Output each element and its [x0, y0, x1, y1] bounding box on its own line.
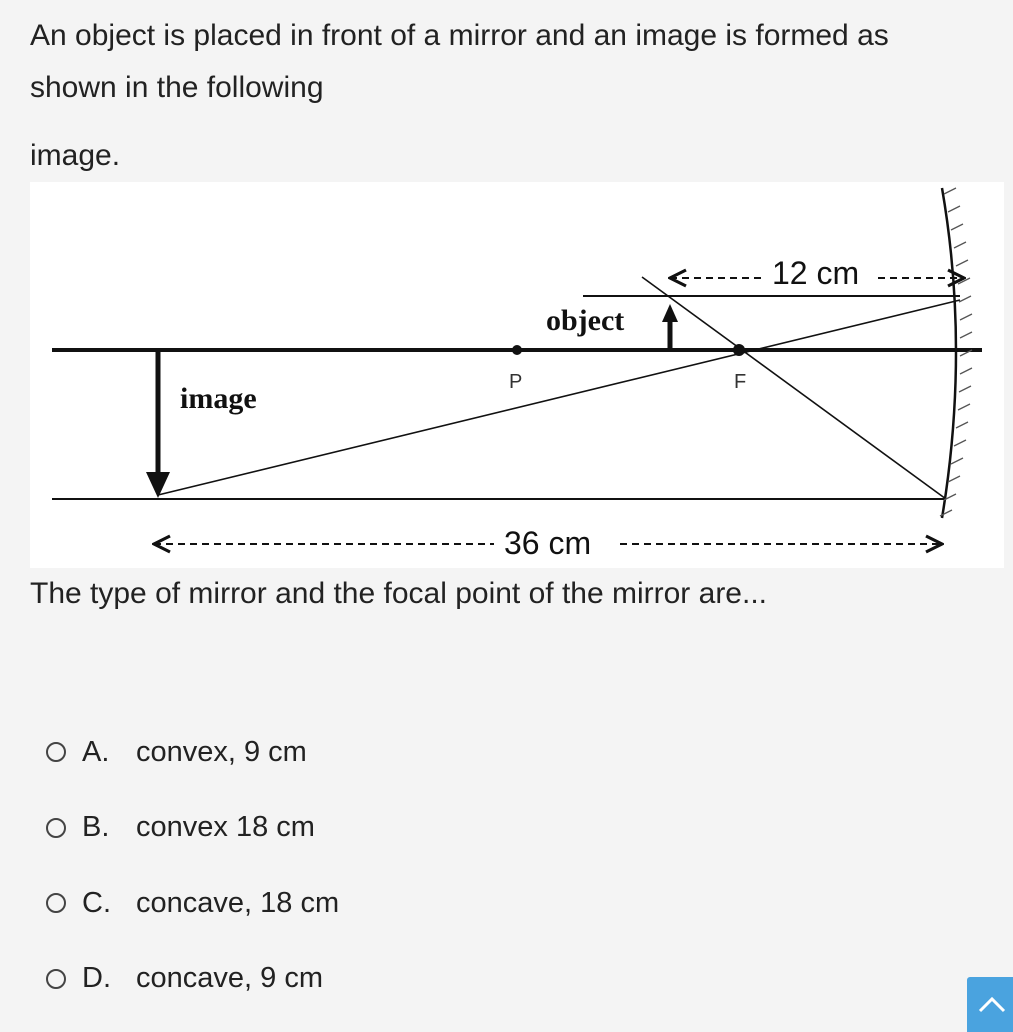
answer-options: [46, 726, 339, 1028]
ray-through-f: [642, 277, 946, 499]
scroll-to-top-button[interactable]: [967, 977, 1013, 1032]
image-arrowhead: [146, 472, 170, 498]
option-text: convex, 9 cm: [136, 735, 307, 768]
option-c[interactable]: [46, 877, 339, 929]
option-letter: A.: [82, 735, 110, 768]
mirror-diagram-svg: [30, 182, 1004, 568]
option-text: convex 18 cm: [136, 811, 315, 843]
dimension-12cm-label: 12 cm: [772, 255, 860, 291]
option-b[interactable]: [46, 802, 339, 854]
option-a[interactable]: [46, 726, 339, 778]
mirror-diagram: [30, 182, 1004, 568]
option-text: concave, 9 cm: [136, 962, 323, 994]
option-text: concave, 18 cm: [136, 886, 340, 919]
radio-button[interactable]: [46, 969, 66, 989]
point-p-label: P: [509, 371, 523, 393]
point-f-label: F: [734, 371, 747, 393]
option-d[interactable]: [46, 953, 339, 1005]
option-letter: B.: [82, 811, 110, 843]
object-label: object: [546, 304, 625, 337]
option-letter: D.: [82, 962, 111, 994]
question-prompt: The type of mirror and the focal point of the mirror are...: [30, 577, 767, 610]
image-label: image: [180, 382, 257, 415]
concave-mirror: [942, 188, 956, 518]
object-arrowhead: [662, 304, 678, 322]
radio-button[interactable]: [46, 818, 66, 838]
question-text-line-1: An object is placed in front of a mirror and an image is formed as: [30, 19, 889, 52]
chevron-up-icon: [977, 991, 1007, 1015]
point-p-dot: [512, 345, 522, 355]
question-text-line-3: image.: [30, 139, 121, 172]
radio-button[interactable]: [46, 742, 66, 762]
point-f-dot: [733, 344, 745, 356]
dimension-36cm-label: 36 cm: [504, 525, 592, 561]
option-letter: C.: [82, 886, 111, 919]
radio-button[interactable]: [46, 893, 66, 913]
question-text-line-2: shown in the following: [30, 71, 324, 104]
